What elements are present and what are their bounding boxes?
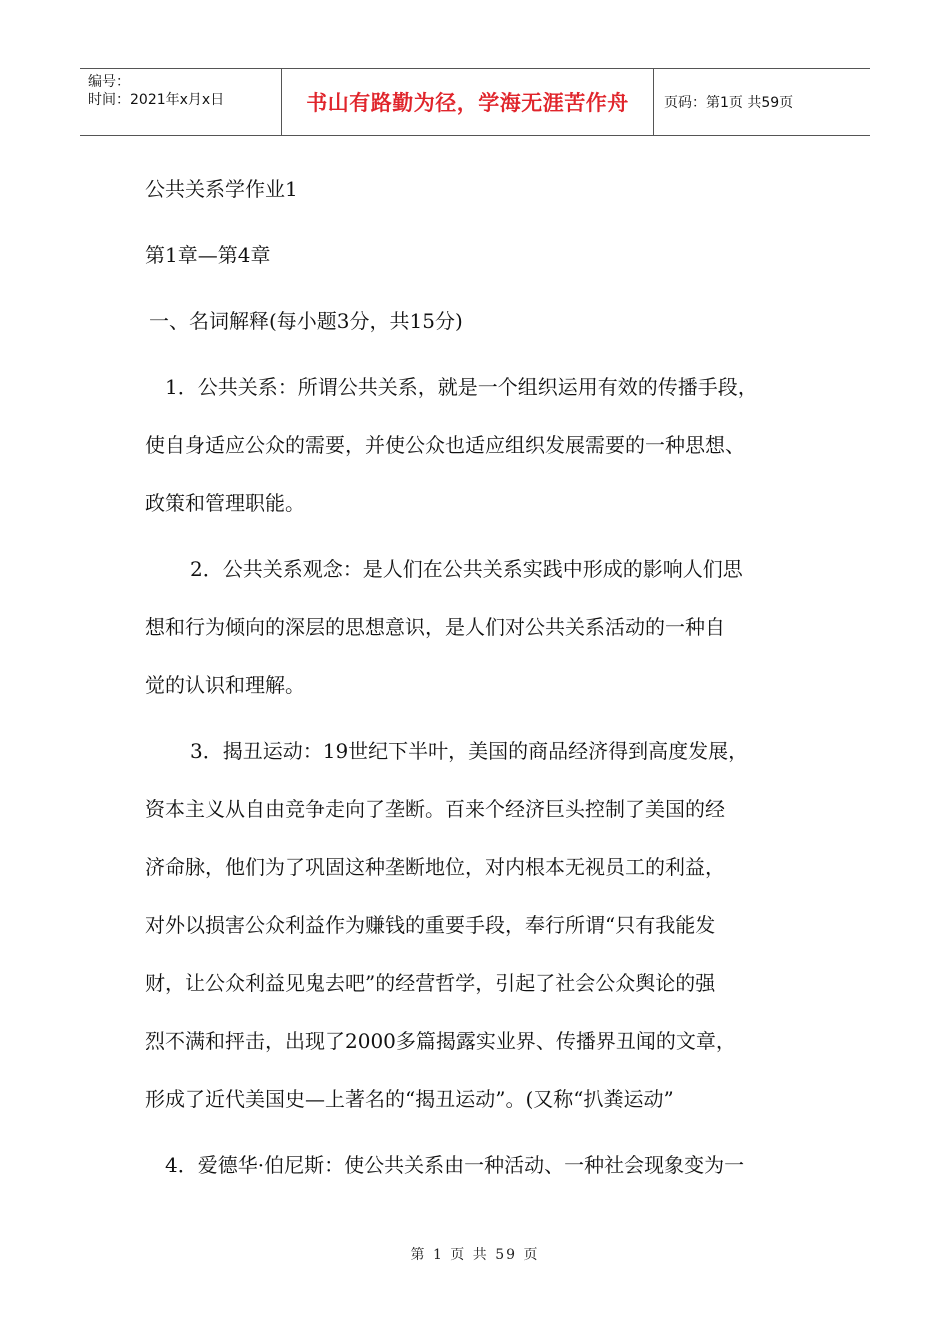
definition-line: 政策和管理职能。 bbox=[145, 491, 305, 515]
definition-item-1 bbox=[145, 358, 815, 532]
page-footer: 第 1 页 共 59 页 bbox=[410, 1247, 540, 1263]
definition-line: 济命脉，他们为了巩固这种垄断地位，对内根本无视员工的利益， bbox=[145, 855, 725, 879]
section-heading: 一、名词解释(每小题3分，共15分) bbox=[149, 309, 463, 333]
definition-line: 4．爱德华·伯尼斯：使公共关系由一种活动、一种社会现象变为一 bbox=[165, 1153, 745, 1177]
definition-line: 1．公共关系：所谓公共关系，就是一个组织运用有效的传播手段， bbox=[165, 375, 758, 399]
definition-line: 使自身适应公众的需要，并使公众也适应组织发展需要的一种思想、 bbox=[145, 433, 745, 457]
definition-line: 对外以损害公众利益作为赚钱的重要手段，奉行所谓“只有我能发 bbox=[145, 913, 716, 937]
definition-line: 想和行为倾向的深层的思想意识，是人们对公共关系活动的一种自 bbox=[145, 615, 725, 639]
definition-line: 3．揭丑运动：19世纪下半叶，美国的商品经济得到高度发展， bbox=[190, 739, 749, 763]
document-date-label: 时间：2021年x月x日 bbox=[88, 92, 225, 108]
document-number-label: 编号： bbox=[88, 74, 130, 90]
header-motto: 书山有路勤为径，学海无涯苦作舟 bbox=[282, 69, 654, 135]
header-table bbox=[80, 68, 870, 136]
document-title: 公共关系学作业1 bbox=[145, 177, 298, 201]
definition-line: 资本主义从自由竞争走向了垄断。百来个经济巨头控制了美国的经 bbox=[145, 797, 725, 821]
definition-line: 觉的认识和理解。 bbox=[145, 673, 305, 697]
chapter-range: 第1章—第4章 bbox=[145, 243, 271, 267]
definition-line: 财，让公众利益见鬼去吧”的经营哲学，引起了社会公众舆论的强 bbox=[145, 971, 716, 995]
definition-item-3 bbox=[145, 722, 815, 1128]
header-page-info: 页码：第1页 共59页 bbox=[664, 95, 794, 111]
document-body bbox=[145, 160, 815, 1194]
definition-line: 烈不满和抨击，出现了2000多篇揭露实业界、传播界丑闻的文章， bbox=[145, 1029, 736, 1053]
header-meta-cell bbox=[80, 69, 282, 135]
definition-item-4 bbox=[145, 1136, 815, 1194]
definition-line: 形成了近代美国史—上著名的“揭丑运动”。(又称“扒粪运动” bbox=[145, 1087, 674, 1111]
definition-item-2 bbox=[145, 540, 815, 714]
definition-line: 2．公共关系观念：是人们在公共关系实践中形成的影响人们思 bbox=[190, 557, 743, 581]
